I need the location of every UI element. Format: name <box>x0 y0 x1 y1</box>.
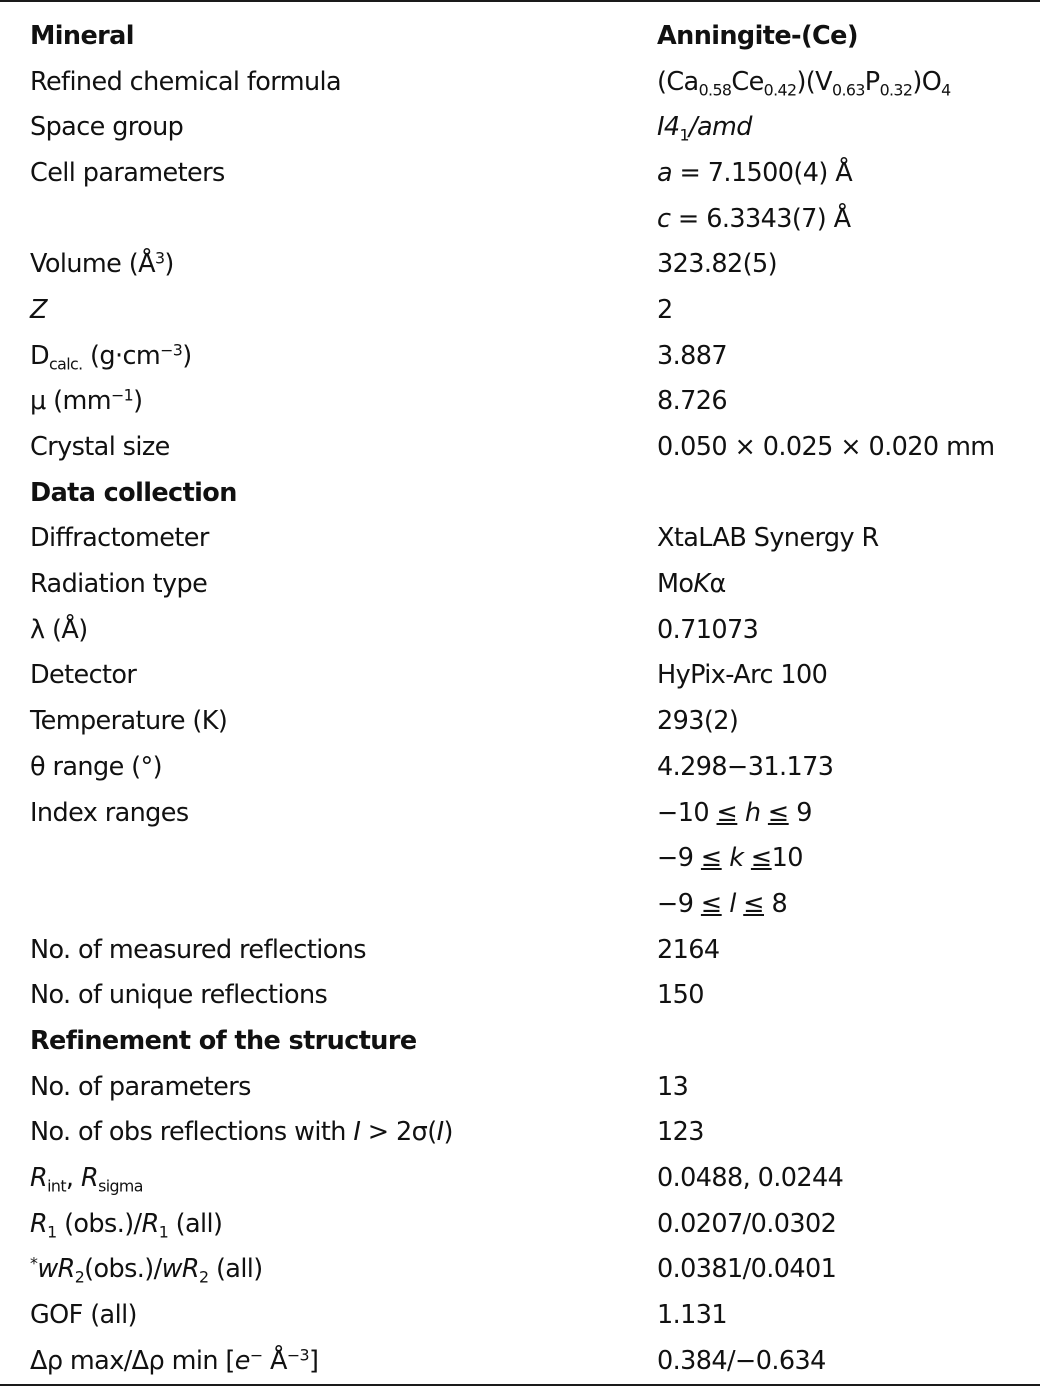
row-value: 0.71073 <box>657 614 759 645</box>
table-row-gof <box>0 1292 1040 1338</box>
table-row-mineral <box>0 13 1040 59</box>
row-value: 0.0381/0.0401 <box>657 1254 837 1285</box>
table-row-formula <box>0 59 1040 105</box>
table-row-radiation <box>0 561 1040 607</box>
row-value: 150 <box>657 980 704 1011</box>
table-row-parameters <box>0 1064 1040 1110</box>
row-value: 2164 <box>657 934 720 965</box>
table-row-dcalc <box>0 333 1040 379</box>
row-value: 3.887 <box>657 340 728 371</box>
index-range-k: −9 ≤ k ≤10 <box>657 843 803 874</box>
row-value: 2 <box>657 294 673 325</box>
row-label: Volume $(Å^3)$ <box>30 248 174 280</box>
table-row-unique-reflections <box>0 972 1040 1018</box>
space-group-value: $I4_1$/amd <box>657 112 752 145</box>
row-value: 13 <box>657 1071 689 1102</box>
row-label: GOF (all) <box>30 1300 137 1331</box>
table-row-index-h <box>0 790 1040 836</box>
row-value: 0.050 × 0.025 × 0.020 mm <box>657 432 995 463</box>
bottom-rule <box>0 1384 1040 1386</box>
row-value: 323.82(5) <box>657 249 777 280</box>
row-value: Anningite-(Ce) <box>657 20 858 51</box>
row-label: Δρ max/Δρ min [e− $Å^{-3}$] <box>30 1345 319 1376</box>
row-label: Diffractometer <box>30 523 209 554</box>
section-header-data-collection <box>0 470 1040 516</box>
cell-c-value: c = 6.3343(7) Å <box>657 203 851 234</box>
table-row-index-k <box>0 835 1040 881</box>
row-label: Mineral <box>30 20 134 51</box>
table-row-obs-reflections <box>0 1110 1040 1156</box>
row-label: Detector <box>30 660 137 691</box>
row-value: XtaLAB Synergy R <box>657 523 879 554</box>
row-label: λ (Å) <box>30 614 88 645</box>
table-row-cell-c <box>0 196 1040 242</box>
table-row-crystal-size <box>0 424 1040 470</box>
table-row-mu <box>0 379 1040 425</box>
row-label: $^*wR_2(obs.)/wR_2$ (all) <box>30 1253 263 1287</box>
section-header-refinement <box>0 1018 1040 1064</box>
row-label: Space group <box>30 112 184 143</box>
row-label: $R_1$ $(obs.)/R_1$ (all) <box>30 1208 223 1242</box>
row-value: 293(2) <box>657 706 739 737</box>
chemical-formula: $(Ca_{0.58}Ce_{0.42})(V_{0.63}P_{0.32})O_4$ <box>657 66 951 100</box>
top-rule <box>0 0 1040 2</box>
row-value: 4.298−31.173 <box>657 751 834 782</box>
row-label: $D_{calc.}$ $(g\cdot cm^{-3})$ <box>30 339 192 374</box>
row-label: μ $(mm^{-1})$ <box>30 385 143 417</box>
index-range-h: −10 ≤ h ≤ 9 <box>657 797 812 828</box>
row-label: Radiation type <box>30 569 208 600</box>
table-row-diffractometer <box>0 516 1040 562</box>
row-label: $R_{int}$, $R_{sigma}$ <box>30 1163 143 1196</box>
row-label: Temperature (K) <box>30 706 228 737</box>
row-label: Index ranges <box>30 797 189 828</box>
row-value: 0.0207/0.0302 <box>657 1208 837 1239</box>
row-label: θ range (°) <box>30 751 163 782</box>
table-row-space-group <box>0 104 1040 150</box>
section-title: Refinement of the structure <box>30 1025 417 1056</box>
table-row-r1 <box>0 1201 1040 1247</box>
table-body <box>0 13 1040 1384</box>
row-label: No. of parameters <box>30 1071 251 1102</box>
row-label: Crystal size <box>30 432 170 463</box>
cell-a-value: a = 7.1500(4) Å <box>657 157 853 188</box>
table-row-volume <box>0 241 1040 287</box>
table-row-index-l <box>0 881 1040 927</box>
row-value: 1.131 <box>657 1300 728 1331</box>
table-row-wr2 <box>0 1247 1040 1293</box>
row-value: HyPix-Arc 100 <box>657 660 828 691</box>
row-value: 123 <box>657 1117 704 1148</box>
table-row-theta <box>0 744 1040 790</box>
table-row-lambda <box>0 607 1040 653</box>
row-label: No. of obs reflections with I > 2σ(I) <box>30 1117 453 1148</box>
table-row-cell-a <box>0 150 1040 196</box>
index-range-l: −9 ≤ l ≤ 8 <box>657 888 788 919</box>
table-row-detector <box>0 653 1040 699</box>
table-row-drho <box>0 1338 1040 1384</box>
table-row-z <box>0 287 1040 333</box>
table-row-temperature <box>0 698 1040 744</box>
row-label: Refined chemical formula <box>30 66 342 97</box>
row-value: 0.384/−0.634 <box>657 1345 826 1376</box>
row-value: MoKα <box>657 569 726 600</box>
row-label: No. of unique reflections <box>30 980 328 1011</box>
row-value: 0.0488, 0.0244 <box>657 1163 844 1194</box>
section-title: Data collection <box>30 477 237 508</box>
row-value: 8.726 <box>657 386 728 417</box>
table-row-rint <box>0 1155 1040 1201</box>
table-row-measured-reflections <box>0 927 1040 973</box>
row-label: Cell parameters <box>30 157 225 188</box>
row-label: Z <box>30 294 47 325</box>
row-label: No. of measured reflections <box>30 934 366 965</box>
